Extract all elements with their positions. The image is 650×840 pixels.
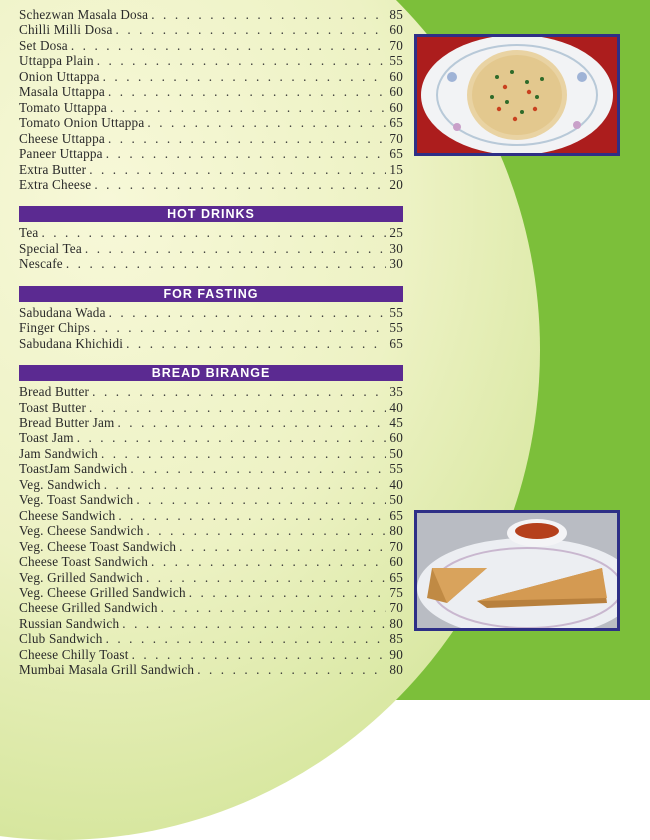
- menu-item-name: Cheese Uttappa: [19, 130, 105, 146]
- dot-leader: [146, 570, 386, 586]
- dot-leader: [97, 53, 387, 69]
- menu-item-price: 20: [389, 176, 403, 192]
- menu-item-name: Mumbai Masala Grill Sandwich: [19, 662, 195, 678]
- dot-leader: [108, 84, 386, 100]
- menu-item-name: Veg. Sandwich: [19, 476, 101, 492]
- menu-item-name: Extra Butter: [19, 161, 87, 177]
- dot-leader: [147, 115, 386, 131]
- menu-item-name: Chilli Milli Dosa: [19, 22, 113, 38]
- menu-item-name: Club Sandwich: [19, 631, 103, 647]
- menu-item-price: 80: [389, 615, 403, 631]
- menu-item-name: Cheese Sandwich: [19, 507, 116, 523]
- menu-item-name: ToastJam Sandwich: [19, 461, 128, 477]
- dot-leader: [122, 616, 386, 632]
- menu-item: [19, 461, 403, 477]
- menu-item-name: Tomato Onion Uttappa: [19, 115, 145, 131]
- dot-leader: [151, 554, 386, 570]
- menu-item-price: 50: [389, 492, 403, 508]
- menu-item-name: Toast Jam: [19, 430, 74, 446]
- dot-leader: [189, 585, 387, 601]
- menu-item: [19, 523, 403, 539]
- menu-item-price: 60: [389, 84, 403, 100]
- dot-leader: [101, 446, 386, 462]
- menu-item-name: Paneer Uttappa: [19, 146, 103, 162]
- dot-leader: [116, 22, 387, 38]
- menu-item-name: Russian Sandwich: [19, 615, 120, 631]
- menu-item-price: 70: [389, 130, 403, 146]
- dot-leader: [130, 461, 386, 477]
- menu-item: [19, 336, 403, 352]
- menu-item-name: Nescafe: [19, 256, 63, 272]
- menu-item: [19, 430, 403, 446]
- menu-item: [19, 241, 403, 257]
- menu-item: [19, 415, 403, 431]
- dot-leader: [66, 256, 387, 272]
- menu-item-name: Uttappa Plain: [19, 53, 94, 69]
- menu-item-name: Veg. Cheese Toast Sandwich: [19, 538, 177, 554]
- menu-item: [19, 446, 403, 462]
- menu-item-price: 65: [389, 335, 403, 351]
- dot-leader: [89, 400, 386, 416]
- menu-item-name: Veg. Toast Sandwich: [19, 492, 134, 508]
- menu-item: [19, 225, 403, 241]
- menu-item-price: 40: [389, 399, 403, 415]
- menu-item-price: 65: [389, 146, 403, 162]
- section-header: HOT DRINKS: [19, 206, 403, 222]
- menu-item-name: Toast Butter: [19, 399, 87, 415]
- menu-item-price: 60: [389, 554, 403, 570]
- menu-item: [19, 600, 403, 616]
- menu-item: [19, 570, 403, 586]
- menu-item: [19, 84, 403, 100]
- menu-item-name: Bread Butter: [19, 384, 90, 400]
- dot-leader: [41, 225, 386, 241]
- dot-leader: [118, 508, 386, 524]
- menu-item-price: 55: [389, 320, 403, 336]
- dot-leader: [89, 162, 386, 178]
- sandwich-photo: [414, 510, 620, 631]
- dot-leader: [136, 492, 386, 508]
- menu-item-name: Schezwan Masala Dosa: [19, 7, 149, 22]
- menu-item-name: Cheese Chilly Toast: [19, 646, 129, 662]
- menu-item-price: 60: [389, 68, 403, 84]
- menu-item-price: 70: [389, 600, 403, 616]
- menu-item: [19, 508, 403, 524]
- dot-leader: [197, 662, 386, 678]
- menu-item-name: Extra Cheese: [19, 176, 92, 192]
- menu-item-price: 85: [389, 7, 403, 22]
- menu-item-price: 55: [389, 53, 403, 69]
- menu-item-name: Veg. Cheese Sandwich: [19, 523, 144, 539]
- dot-leader: [147, 523, 387, 539]
- menu-item-price: 80: [389, 523, 403, 539]
- menu-item-name: Veg. Cheese Grilled Sandwich: [19, 584, 186, 600]
- menu-item: [19, 131, 403, 147]
- menu-item-price: 40: [389, 476, 403, 492]
- menu-item: [19, 256, 403, 272]
- menu-item-name: Jam Sandwich: [19, 445, 98, 461]
- dot-leader: [118, 415, 387, 431]
- dot-leader: [109, 305, 387, 321]
- menu-item-price: 25: [389, 225, 403, 241]
- menu-item: [19, 22, 403, 38]
- menu-item-name: Veg. Grilled Sandwich: [19, 569, 143, 585]
- menu-item: [19, 554, 403, 570]
- menu-item: [19, 384, 403, 400]
- menu-item-price: 70: [389, 538, 403, 554]
- menu-item-price: 65: [389, 569, 403, 585]
- menu-item-price: 55: [389, 304, 403, 320]
- menu-item: [19, 7, 403, 23]
- dot-leader: [110, 100, 386, 116]
- menu-item-price: 70: [389, 37, 403, 53]
- dot-leader: [92, 384, 386, 400]
- dot-leader: [93, 320, 386, 336]
- menu-item-name: Finger Chips: [19, 320, 90, 336]
- dot-leader: [126, 336, 386, 352]
- menu-item-name: Tomato Uttappa: [19, 99, 107, 115]
- menu-item-name: Sabudana Khichidi: [19, 335, 124, 351]
- menu-item: [19, 53, 403, 69]
- menu-item: [19, 115, 403, 131]
- menu-item: [19, 492, 403, 508]
- menu-item: [19, 100, 403, 116]
- section-header: FOR FASTING: [19, 286, 403, 302]
- dot-leader: [71, 38, 387, 54]
- menu-item: [19, 647, 403, 663]
- menu-item-name: Sabudana Wada: [19, 304, 106, 320]
- menu-item-name: Onion Uttappa: [19, 68, 100, 84]
- menu-item-price: 15: [389, 161, 403, 177]
- dot-leader: [85, 241, 386, 257]
- menu-item-name: Special Tea: [19, 240, 82, 256]
- menu-item: [19, 177, 403, 193]
- menu-item-price: 65: [389, 115, 403, 131]
- menu-item: [19, 320, 403, 336]
- menu-item-name: Tea: [19, 225, 39, 241]
- menu-item-price: 30: [389, 256, 403, 272]
- menu-item-price: 75: [389, 584, 403, 600]
- menu-item: [19, 477, 403, 493]
- menu-item: [19, 69, 403, 85]
- menu-item: [19, 146, 403, 162]
- menu-item: [19, 38, 403, 54]
- menu-item-price: 60: [389, 99, 403, 115]
- dot-leader: [151, 7, 386, 23]
- menu-item-price: 65: [389, 507, 403, 523]
- menu-item-price: 90: [389, 646, 403, 662]
- dot-leader: [104, 477, 387, 493]
- menu-item-price: 50: [389, 445, 403, 461]
- menu-item-name: Cheese Grilled Sandwich: [19, 600, 158, 616]
- menu-item-name: Bread Butter Jam: [19, 415, 115, 430]
- dot-leader: [106, 631, 387, 647]
- section-header: BREAD BIRANGE: [19, 365, 403, 381]
- menu-item: [19, 162, 403, 178]
- menu-item: [19, 631, 403, 647]
- menu-item: [19, 616, 403, 632]
- dot-leader: [94, 177, 386, 193]
- dot-leader: [132, 647, 387, 663]
- menu-item-name: Masala Uttappa: [19, 84, 105, 100]
- menu-item-price: 30: [389, 240, 403, 256]
- menu-item-price: 80: [389, 662, 403, 678]
- menu-item: [19, 305, 403, 321]
- menu-item: [19, 400, 403, 416]
- dot-leader: [103, 69, 387, 85]
- menu-item-price: 35: [389, 384, 403, 400]
- dot-leader: [179, 539, 386, 555]
- menu-item: [19, 585, 403, 601]
- dot-leader: [106, 146, 387, 162]
- dot-leader: [108, 131, 386, 147]
- menu-item-price: 85: [389, 631, 403, 647]
- menu-item-price: 55: [389, 461, 403, 477]
- menu-item-name: Cheese Toast Sandwich: [19, 554, 149, 570]
- menu-item: [19, 662, 403, 678]
- dot-leader: [161, 600, 387, 616]
- menu-item-price: 45: [389, 415, 403, 430]
- menu-item-price: 60: [389, 430, 403, 446]
- menu-item-price: 60: [389, 22, 403, 38]
- menu-item-name: Set Dosa: [19, 37, 68, 53]
- dot-leader: [77, 430, 387, 446]
- menu-item: [19, 539, 403, 555]
- uttappa-photo: [414, 34, 620, 156]
